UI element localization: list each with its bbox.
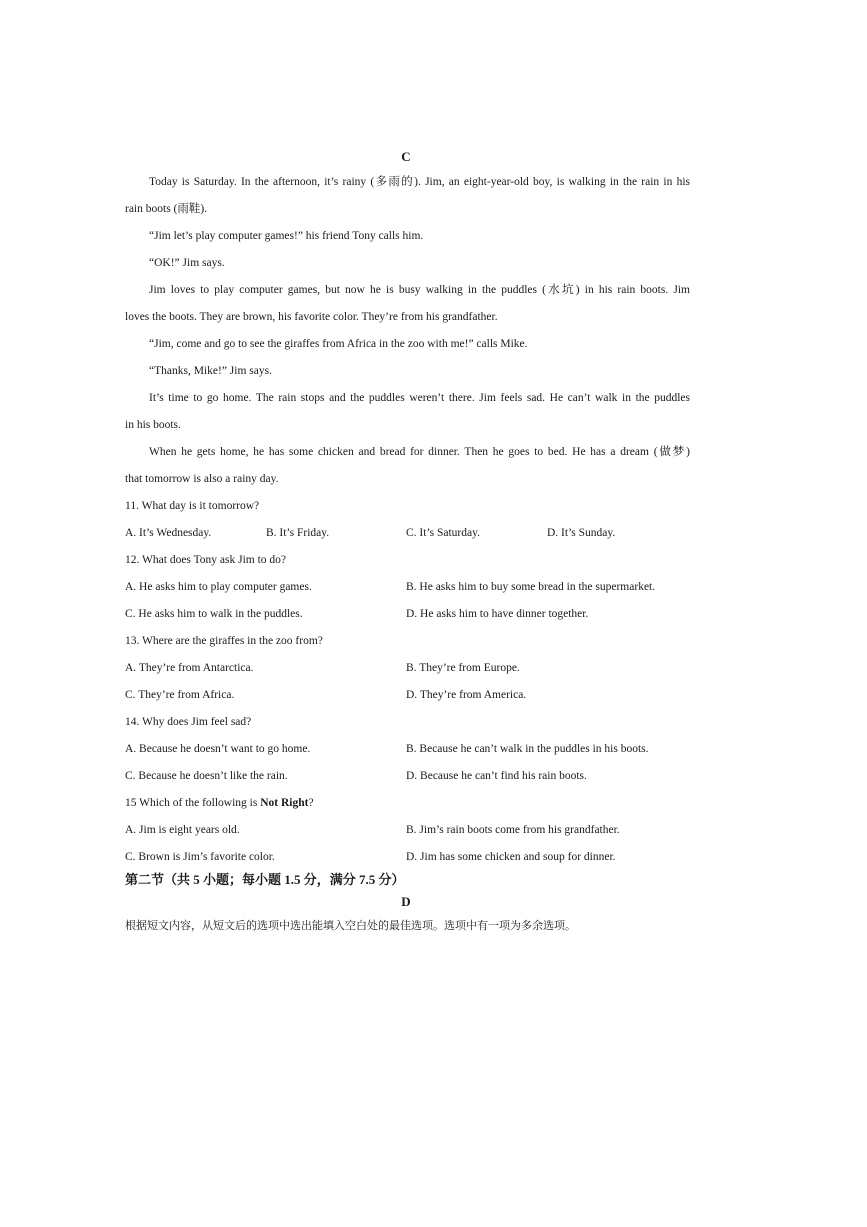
question-11: 11. What day is it tomorrow? [125, 500, 260, 512]
q15-option-b: B. Jim’s rain boots come from his grandfather. [406, 824, 620, 836]
q13-option-c: C. They’re from Africa. [125, 689, 235, 701]
q14-option-d: D. Because he can’t find his rain boots. [406, 770, 587, 782]
q13-option-d: D. They’re from America. [406, 689, 527, 701]
paragraph-1-line-1: Today is Saturday. In the afternoon, it’s rainy (多雨的). Jim, an eight-year-old boy, is walking in the rain in his [149, 176, 690, 188]
q13-option-b: B. They’re from Europe. [406, 662, 520, 674]
section-2-instruction: 根据短文内容，从短文后的选项中选出能填入空白处的最佳选项。选项中有一项为多余选项。 [125, 919, 576, 932]
paragraph-4-line-2: loves the boots. They are brown, his favorite color. They’re from his grandfather. [125, 311, 498, 323]
paragraph-8-line-2: that tomorrow is also a rainy day. [125, 473, 279, 485]
question-15-suffix: ? [308, 797, 314, 809]
paragraph-4-line-1: Jim loves to play computer games, but now he is busy walking in the puddles (水坑) in his rain boots. Jim [149, 284, 690, 296]
paragraph-6: “Thanks, Mike!” Jim says. [149, 365, 272, 377]
q14-option-b: B. Because he can’t walk in the puddles in his boots. [406, 743, 649, 755]
question-14: 14. Why does Jim feel sad? [125, 716, 252, 728]
q11-option-b: B. It’s Friday. [266, 527, 330, 539]
q13-option-a: A. They’re from Antarctica. [125, 662, 254, 674]
q12-option-c: C. He asks him to walk in the puddles. [125, 608, 303, 620]
q14-option-a: A. Because he doesn’t want to go home. [125, 743, 311, 755]
question-15 [125, 796, 690, 810]
paragraph-5: “Jim, come and go to see the giraffes from Africa in the zoo with me!” calls Mike. [149, 338, 528, 350]
question-12: 12. What does Tony ask Jim to do? [125, 554, 287, 566]
q12-option-a: A. He asks him to play computer games. [125, 581, 312, 593]
q12-option-d: D. He asks him to have dinner together. [406, 608, 589, 620]
paragraph-3: “OK!” Jim says. [149, 257, 225, 269]
q14-option-c: C. Because he doesn’t like the rain. [125, 770, 288, 782]
paragraph-8-line-1: When he gets home, he has some chicken and bread for dinner. Then he goes to bed. He has a dream (做梦) [149, 446, 690, 458]
q11-option-c: C. It’s Saturday. [406, 527, 480, 539]
q15-option-a: A. Jim is eight years old. [125, 824, 240, 836]
question-15-prefix: 15 Which of the following is [125, 797, 261, 809]
paragraph-7-line-1: It’s time to go home. The rain stops and the puddles weren’t there. Jim feels sad. He can’t walk in the puddles [149, 392, 690, 404]
q15-option-d: D. Jim has some chicken and soup for dinner. [406, 851, 616, 863]
paragraph-2: “Jim let’s play computer games!” his friend Tony calls him. [149, 230, 424, 242]
paragraph-7-line-2: in his boots. [125, 419, 181, 431]
q12-option-b: B. He asks him to buy some bread in the supermarket. [406, 581, 656, 593]
q15-option-c: C. Brown is Jim’s favorite color. [125, 851, 275, 863]
question-15-emphasis: Not Right [260, 797, 309, 809]
paragraph-1-line-2: rain boots (雨鞋). [125, 203, 208, 215]
q11-option-a: A. It’s Wednesday. [125, 527, 212, 539]
section-2-letter: D [401, 894, 411, 909]
question-13: 13. Where are the giraffes in the zoo from? [125, 635, 323, 647]
q11-option-d: D. It’s Sunday. [547, 527, 616, 539]
passage-letter: C [401, 149, 411, 164]
section-2-heading: 第二节（共 5 小题；每小题 1.5 分，满分 7.5 分） [125, 872, 405, 887]
